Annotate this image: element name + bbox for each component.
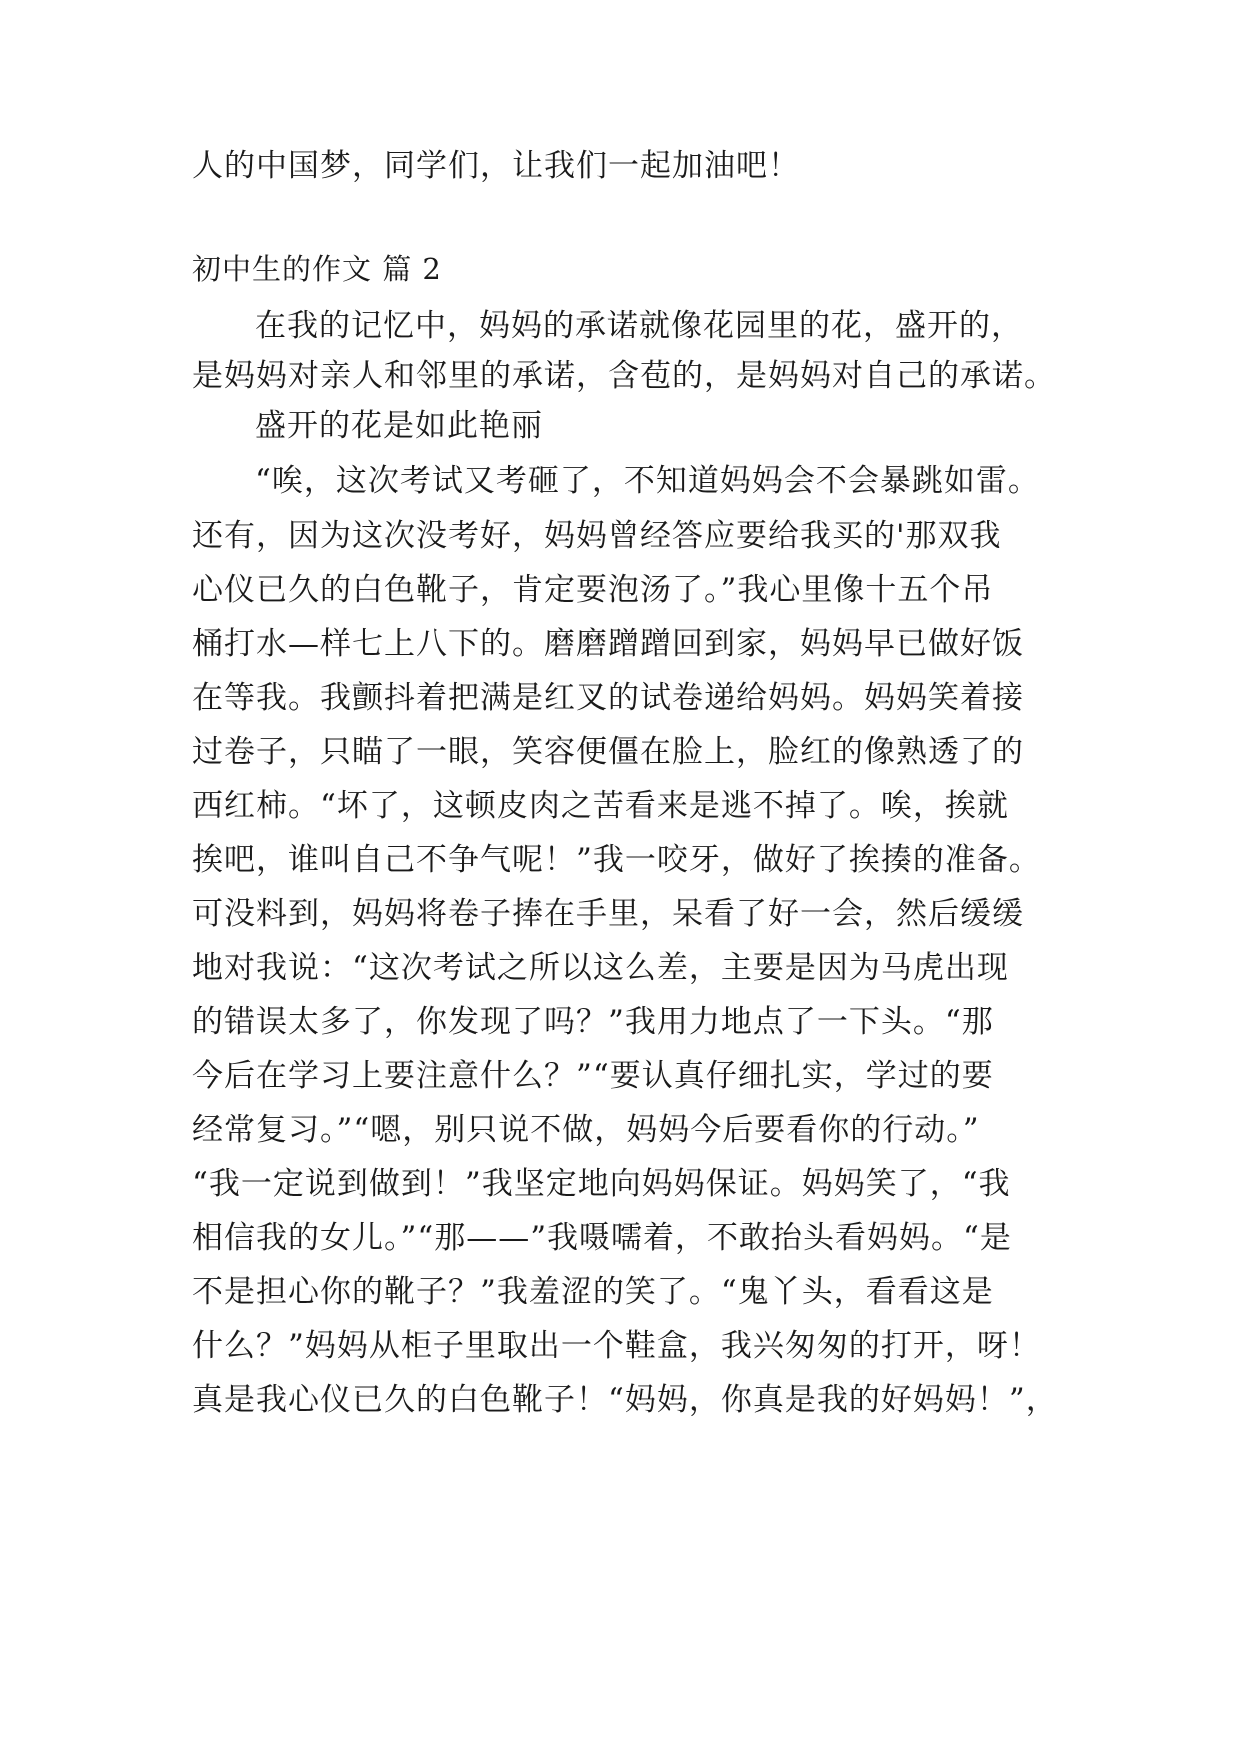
section-title: 初中生的作文 篇 2 (192, 252, 442, 286)
paragraph-line: 不是担心你的靴子？”我羞涩的笑了。“鬼丫头，看看这是 (192, 1274, 994, 1310)
paragraph-line: 在我的记忆中，妈妈的承诺就像花园里的花，盛开的， (255, 308, 1023, 344)
paragraph-line: “我一定说到做到！”我坚定地向妈妈保证。妈妈笑了，“我 (192, 1166, 1011, 1202)
paragraph-line: 桶打水—样七上八下的。磨磨蹭蹭回到家，妈妈早已做好饭 (192, 626, 1024, 662)
paragraph-line: 地对我说：“这次考试之所以这么差，主要是因为马虎出现 (192, 950, 1009, 986)
paragraph-line: “唉，这次考试又考砸了，不知道妈妈会不会暴跳如雷。 (255, 463, 1040, 499)
paragraph-line: 相信我的女儿。”“那——”我嗫嚅着，不敢抬头看妈妈。“是 (192, 1220, 1012, 1256)
paragraph-line: 盛开的花是如此艳丽 (255, 408, 543, 444)
paragraph-line: 的错误太多了，你发现了吗？”我用力地点了一下头。“那 (192, 1004, 994, 1040)
paragraph-line: 过卷子，只瞄了一眼，笑容便僵在脸上，脸红的像熟透了的 (192, 734, 1024, 770)
paragraph-line: 还有，因为这次没考好，妈妈曾经答应要给我买的'那双我 (192, 518, 1002, 554)
paragraph-line: 今后在学习上要注意什么？”“要认真仔细扎实，学过的要 (192, 1058, 994, 1094)
paragraph-line: 是妈妈对亲人和邻里的承诺，含苞的，是妈妈对自己的承诺。 (192, 358, 1056, 394)
paragraph-line: 可没料到，妈妈将卷子捧在手里，呆看了好一会，然后缓缓 (192, 896, 1024, 932)
paragraph-line: 挨吧，谁叫自己不争气呢！”我一咬牙，做好了挨揍的准备。 (192, 842, 1041, 878)
paragraph-line: 什么？”妈妈从柜子里取出一个鞋盒，我兴匆匆的打开，呀！ (192, 1328, 1041, 1364)
paragraph-line: 心仪已久的白色靴子，肯定要泡汤了。”我心里像十五个吊 (192, 572, 994, 608)
paragraph-line: 西红柿。“坏了，这顿皮肉之苦看来是逃不掉了。唉，挨就 (192, 788, 1009, 824)
paragraph-line: 真是我心仪已久的白色靴子！“妈妈，你真是我的好妈妈！”， (192, 1382, 1058, 1418)
paragraph-line: 在等我。我颤抖着把满是红叉的试卷递给妈妈。妈妈笑着接 (192, 680, 1024, 716)
paragraph-line-prev-tail: 人的中国梦，同学们，让我们一起加油吧！ (192, 148, 800, 184)
paragraph-line: 经常复习。”“嗯，别只说不做，妈妈今后要看你的行动。” (192, 1112, 980, 1148)
